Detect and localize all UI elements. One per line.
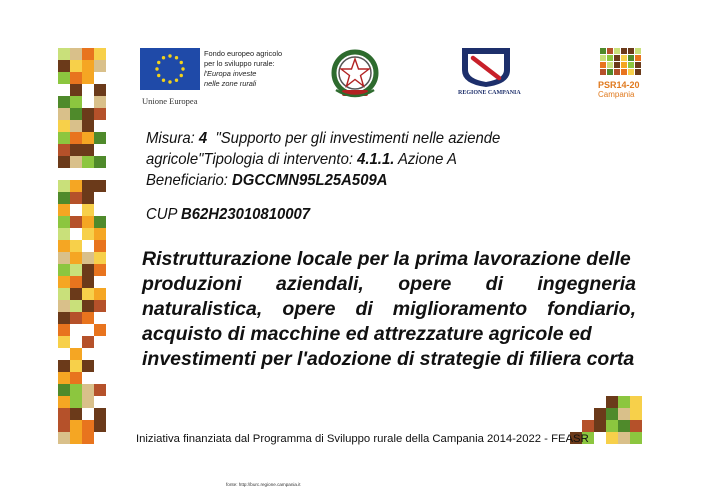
mosaic-tile	[70, 216, 82, 228]
mosaic-tile	[70, 372, 82, 384]
mosaic-tile	[70, 408, 82, 420]
mosaic-tile	[82, 108, 94, 120]
mosaic-tile	[58, 156, 70, 168]
mosaic-tile	[58, 132, 70, 144]
mosaic-tile	[606, 432, 618, 444]
cup-label: CUP	[146, 206, 177, 223]
mosaic-tile	[58, 324, 70, 336]
azione-label: Azione A	[397, 151, 457, 168]
misura-label: Misura:	[146, 130, 195, 147]
mosaic-tile	[618, 432, 630, 444]
psr-tile	[628, 48, 634, 54]
mosaic-tile	[82, 264, 94, 276]
mosaic-tile	[58, 384, 70, 396]
mosaic-tile	[58, 144, 70, 156]
mosaic-tile	[58, 300, 70, 312]
psr-tile	[635, 55, 641, 61]
psr-tile	[628, 55, 634, 61]
tipologia-code: 4.1.1.	[357, 151, 395, 168]
mosaic-tile	[630, 408, 642, 420]
mosaic-tile	[70, 288, 82, 300]
mosaic-tile	[58, 204, 70, 216]
mosaic-tile	[82, 216, 94, 228]
mosaic-tile	[82, 192, 94, 204]
mosaic-tile	[618, 396, 630, 408]
psr-subtitle: Campania	[598, 90, 635, 99]
mosaic-tile	[58, 48, 70, 60]
eu-line-1: Fondo europeo agricolo	[204, 49, 283, 58]
mosaic-tile	[82, 156, 94, 168]
mosaic-tile	[58, 396, 70, 408]
description-word: di	[485, 273, 504, 295]
mosaic-tile	[94, 132, 106, 144]
mosaic-tile	[94, 180, 106, 192]
eu-flag-icon	[140, 48, 200, 90]
mosaic-tile	[606, 420, 618, 432]
description-word: Ristrutturazione locale per la prima lavorazione delle	[142, 248, 631, 270]
psr-title: PSR14-20	[598, 80, 640, 90]
mosaic-tile	[82, 180, 94, 192]
mosaic-tile	[630, 396, 642, 408]
psr-logo	[598, 48, 644, 106]
mosaic-tile	[82, 120, 94, 132]
eu-star-icon	[162, 56, 165, 59]
eu-star-icon	[181, 67, 184, 70]
eu-star-icon	[175, 79, 178, 82]
psr-tile	[635, 48, 641, 54]
eu-line-2: per lo sviluppo rurale:	[204, 59, 275, 68]
mosaic-tile	[70, 396, 82, 408]
mosaic-tile	[58, 96, 70, 108]
description-word: miglioramento	[392, 298, 528, 320]
description-word: produzioni	[142, 273, 242, 295]
mosaic-tile	[70, 384, 82, 396]
description-word: opere	[398, 273, 452, 295]
mosaic-tile	[70, 144, 82, 156]
description-line	[142, 322, 636, 347]
mosaic-tile	[594, 408, 606, 420]
mosaic-tile	[58, 60, 70, 72]
mosaic-tile	[630, 432, 642, 444]
psr-tile	[614, 55, 620, 61]
mosaic-tile	[70, 180, 82, 192]
mosaic-tile	[94, 216, 106, 228]
psr-tile	[628, 69, 634, 75]
description-word: investimenti per l'adozione di strategie di filiera corta	[142, 348, 635, 370]
mosaic-tile	[82, 72, 94, 84]
mosaic-tile	[82, 276, 94, 288]
misura-name-1: "Supporto per gli investimenti nelle aziende	[215, 130, 501, 147]
mosaic-tile	[94, 408, 106, 420]
psr-tile	[600, 62, 606, 68]
misura-line-3	[146, 170, 500, 191]
mosaic-tile	[94, 324, 106, 336]
description-word: naturalistica,	[142, 298, 263, 320]
description-line	[142, 297, 636, 322]
psr-tile	[607, 48, 613, 54]
mosaic-tile	[70, 264, 82, 276]
campania-shield-icon	[458, 46, 514, 88]
psr-tile	[614, 62, 620, 68]
mosaic-tile	[70, 96, 82, 108]
eu-star-icon	[157, 74, 160, 77]
psr-tile	[614, 48, 620, 54]
mosaic-tile	[70, 108, 82, 120]
campania-label: REGIONE CAMPANIA	[458, 90, 521, 96]
description-word: ingegneria	[537, 273, 636, 295]
mosaic-tile	[70, 420, 82, 432]
mosaic-tile	[94, 156, 106, 168]
mosaic-tile	[58, 288, 70, 300]
mosaic-tile	[94, 384, 106, 396]
mosaic-tile	[70, 48, 82, 60]
mosaic-tile	[70, 60, 82, 72]
mosaic-tile	[82, 228, 94, 240]
cup-line	[146, 206, 310, 224]
mosaic-tile	[82, 288, 94, 300]
mosaic-tile	[82, 336, 94, 348]
mosaic-tile	[82, 432, 94, 444]
eu-star-icon	[168, 80, 171, 83]
psr-tile	[600, 48, 606, 54]
mosaic-tile	[70, 300, 82, 312]
description-word: aziendali,	[276, 273, 364, 295]
mosaic-tile	[70, 120, 82, 132]
mosaic-tile	[82, 60, 94, 72]
psr-mosaic-icon	[598, 48, 644, 80]
mosaic-tile	[58, 432, 70, 444]
mosaic-tile	[70, 252, 82, 264]
mosaic-tile	[58, 72, 70, 84]
mosaic-tile	[70, 360, 82, 372]
mosaic-tile	[70, 72, 82, 84]
mosaic-tile	[58, 360, 70, 372]
mosaic-tile	[94, 108, 106, 120]
mosaic-tile	[94, 240, 106, 252]
mosaic-tile	[94, 96, 106, 108]
misura-name-2: agricole"Tipologia di intervento:	[146, 151, 353, 168]
mosaic-tile	[70, 156, 82, 168]
mosaic-tile	[70, 84, 82, 96]
mosaic-tile	[82, 312, 94, 324]
mosaic-tile	[58, 108, 70, 120]
description-line	[142, 247, 636, 272]
project-description	[142, 247, 636, 372]
mosaic-tile	[58, 276, 70, 288]
mosaic-tile	[82, 48, 94, 60]
mosaic-tile	[606, 408, 618, 420]
mosaic-tile	[58, 240, 70, 252]
mosaic-tile	[70, 132, 82, 144]
mosaic-tile	[82, 204, 94, 216]
eu-logo	[140, 48, 300, 110]
mosaic-tile	[594, 420, 606, 432]
description-line	[142, 347, 636, 372]
mosaic-tile	[58, 420, 70, 432]
mosaic-tile	[606, 396, 618, 408]
psr-tile	[600, 55, 606, 61]
mosaic-tile	[94, 84, 106, 96]
funding-footer: Iniziativa finanziata dal Programma di Sviluppo rurale della Campania 2014-2022 - FEASR	[136, 433, 589, 445]
regione-campania-logo	[458, 46, 521, 102]
mosaic-tile	[58, 312, 70, 324]
mosaic-tile	[82, 144, 94, 156]
mosaic-tile	[58, 372, 70, 384]
mosaic-tile	[58, 120, 70, 132]
beneficiario-code: DGCCMN95L25A509A	[232, 172, 388, 189]
mosaic-tile	[82, 384, 94, 396]
mosaic-tile	[70, 240, 82, 252]
psr-tile	[607, 69, 613, 75]
psr-tile	[635, 62, 641, 68]
source-note: fonte: http://burc.regione.campania.it	[226, 482, 301, 487]
mosaic-tile	[94, 48, 106, 60]
mosaic-tile	[618, 420, 630, 432]
mosaic-tile	[630, 420, 642, 432]
mosaic-tile	[70, 348, 82, 360]
mosaic-tile	[94, 252, 106, 264]
mosaic-tile	[58, 192, 70, 204]
misura-line-2	[146, 149, 500, 170]
mosaic-tile	[70, 192, 82, 204]
psr-tile	[635, 69, 641, 75]
eu-star-icon	[168, 54, 171, 57]
psr-tile	[614, 69, 620, 75]
mosaic-tile	[70, 432, 82, 444]
misura-line-1	[146, 128, 500, 149]
mosaic-tile	[58, 228, 70, 240]
beneficiario-label: Beneficiario:	[146, 172, 228, 189]
misura-block	[146, 128, 500, 191]
eu-star-icon	[162, 79, 165, 82]
mosaic-tile	[58, 264, 70, 276]
psr-tile	[607, 55, 613, 61]
description-line	[142, 272, 636, 297]
mosaic-tile	[82, 396, 94, 408]
decorative-mosaic-left	[58, 48, 106, 444]
eu-union-label: Unione Europea	[142, 96, 198, 106]
psr-tile	[621, 55, 627, 61]
cup-code: B62H23010810007	[181, 206, 311, 223]
eu-line-3: l'Europa investe	[204, 69, 257, 78]
mosaic-tile	[94, 264, 106, 276]
psr-tile	[600, 69, 606, 75]
mosaic-tile	[94, 60, 106, 72]
description-word: opere	[282, 298, 336, 320]
mosaic-tile	[82, 300, 94, 312]
mosaic-tile	[58, 252, 70, 264]
mosaic-tile	[618, 408, 630, 420]
mosaic-tile	[582, 420, 594, 432]
misura-number: 4	[198, 130, 208, 147]
psr-tile	[628, 62, 634, 68]
mosaic-tile	[58, 336, 70, 348]
mosaic-tile	[70, 276, 82, 288]
eu-star-icon	[175, 56, 178, 59]
mosaic-tile	[82, 252, 94, 264]
eu-star-icon	[180, 61, 183, 64]
mosaic-tile	[82, 420, 94, 432]
description-word: fondiario,	[547, 298, 636, 320]
psr-tile	[621, 69, 627, 75]
mosaic-tile	[70, 312, 82, 324]
mosaic-tile	[58, 216, 70, 228]
psr-tile	[621, 48, 627, 54]
mosaic-tile	[94, 288, 106, 300]
eu-star-icon	[180, 74, 183, 77]
mosaic-tile	[94, 300, 106, 312]
psr-tile	[607, 62, 613, 68]
italian-republic-emblem-icon	[328, 46, 382, 104]
mosaic-tile	[94, 420, 106, 432]
mosaic-tile	[82, 132, 94, 144]
description-word: di	[355, 298, 373, 320]
psr-tile	[621, 62, 627, 68]
eu-star-icon	[155, 67, 158, 70]
mosaic-tile	[58, 408, 70, 420]
mosaic-tile	[94, 228, 106, 240]
mosaic-tile	[58, 180, 70, 192]
description-word: acquisto di macchine ed attrezzature agricole ed	[142, 323, 592, 345]
eu-line-4: nelle zone rurali	[204, 79, 257, 88]
mosaic-tile	[82, 360, 94, 372]
eu-star-icon	[157, 61, 160, 64]
eu-fund-text	[204, 49, 282, 89]
